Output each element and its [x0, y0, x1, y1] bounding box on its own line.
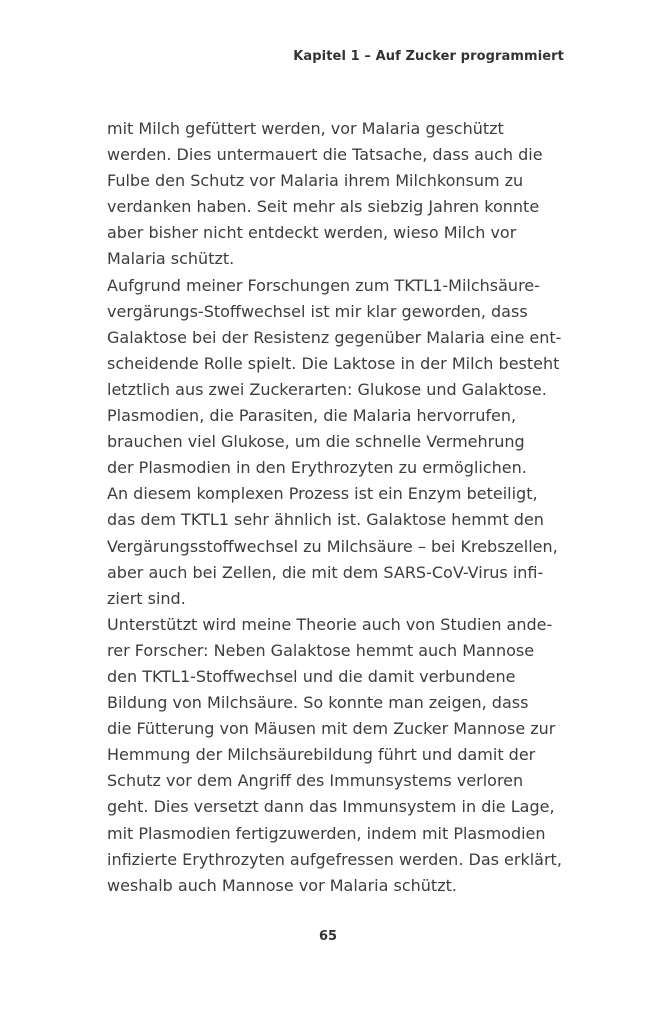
text-line: werden. Dies untermauert die Tatsache, dass auch die — [107, 145, 543, 165]
text-line: brauchen viel Glukose, um die schnelle Vermehrung — [107, 432, 525, 452]
text-line: letztlich aus zwei Zuckerarten: Glukose und Galaktose. — [107, 379, 547, 399]
text-line: rer Forscher: Neben Galaktose hemmt auch Mannose — [107, 640, 535, 660]
text-line: den TKTL1-Stoffwechsel und die damit verbundene — [107, 666, 516, 686]
text-line: Vergärungsstoffwechsel zu Milchsäure – bei Krebszellen, — [107, 536, 558, 556]
body-text — [107, 116, 562, 899]
text-line: verdanken haben. Seit mehr als siebzig Jahren konnte — [107, 197, 540, 217]
text-line: mit Plasmodien fertigzuwerden, indem mit Plasmodien — [107, 823, 546, 843]
text-line: mit Milch gefüttert werden, vor Malaria geschützt — [107, 119, 504, 138]
text-line: Fulbe den Schutz vor Malaria ihrem Milchkonsum zu — [107, 171, 524, 191]
text-line: Plasmodien, die Parasiten, die Malaria hervorrufen, — [107, 406, 517, 426]
text-line: Malaria schützt. — [107, 249, 235, 269]
text-line: das dem TKTL1 sehr ähnlich ist. Galaktose hemmt den — [107, 510, 544, 530]
text-line: Bildung von Milchsäure. So konnte man zeigen, dass — [107, 693, 529, 713]
text-line: geht. Dies versetzt dann das Immunsystem in die Lage, — [107, 797, 555, 817]
text-line: die Fütterung von Mäusen mit dem Zucker Mannose zur — [107, 719, 556, 739]
page-number: 65 — [318, 929, 338, 944]
text-line: der Plasmodien in den Erythrozyten zu ermöglichen. — [107, 458, 527, 478]
text-line: ziert sind. — [107, 588, 186, 608]
text-line: Schutz vor dem Angriff des Immunsystems verloren — [107, 771, 524, 791]
text-line: Hemmung der Milchsäurebildung führt und damit der — [107, 745, 536, 765]
text-line: Aufgrund meiner Forschungen zum TKTL1-Milchsäure- — [107, 275, 540, 295]
running-header: Kapitel 1 – Auf Zucker programmiert — [293, 49, 564, 64]
text-line: infizierte Erythrozyten aufgefressen werden. Das erklärt, — [107, 849, 562, 869]
text-line: aber auch bei Zellen, die mit dem SARS-CoV-Virus infi- — [107, 562, 544, 582]
text-line: Unterstützt wird meine Theorie auch von Studien ande- — [107, 614, 553, 634]
text-line: Galaktose bei der Resistenz gegenüber Malaria eine ent- — [107, 327, 562, 347]
text-line: vergärungs-Stoffwechsel ist mir klar geworden, dass — [107, 301, 528, 321]
text-line: weshalb auch Mannose vor Malaria schützt. — [107, 875, 457, 895]
text-line: aber bisher nicht entdeckt werden, wieso Milch vor — [107, 223, 517, 243]
text-line: An diesem komplexen Prozess ist ein Enzym beteiligt, — [107, 484, 538, 504]
text-line: scheidende Rolle spielt. Die Laktose in der Milch besteht — [107, 353, 560, 373]
